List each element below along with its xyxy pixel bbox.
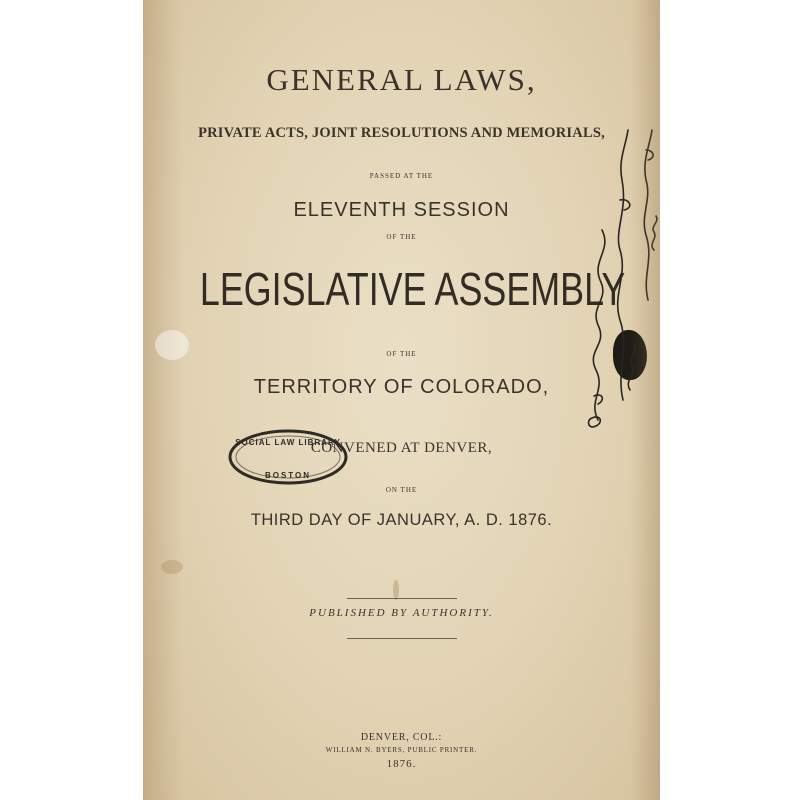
of-the-text: OF THE	[386, 233, 417, 241]
stamp-line-2: BOSTON	[264, 471, 312, 480]
library-stamp	[227, 428, 349, 486]
book-subtitle: PRIVATE ACTS, JOINT RESOLUTIONS AND MEMORIALS,	[198, 125, 605, 141]
imprint-year: 1876.	[386, 758, 417, 770]
handwritten-annotation	[568, 100, 660, 440]
divider-rule-bottom	[347, 638, 457, 639]
of-the-text-2: OF THE	[386, 350, 417, 358]
assembly-heading: LEGISLATIVE ASSEMBLY	[199, 263, 626, 315]
paper-stain	[393, 580, 399, 600]
session-text: ELEVENTH SESSION	[293, 199, 510, 221]
convened-text: CONVENED AT DENVER,	[310, 440, 493, 456]
stamp-line-1: SOCIAL LAW LIBRARY	[235, 438, 341, 447]
territory-text: TERRITORY OF COLORADO,	[253, 376, 550, 398]
passed-at-the-text: PASSED AT THE	[369, 172, 434, 180]
published-by-authority: PUBLISHED BY AUTHORITY.	[309, 607, 494, 619]
paper-stain	[161, 560, 183, 574]
imprint-place: DENVER, COL.:	[360, 732, 443, 743]
imprint-printer: WILLIAM N. BYERS, PUBLIC PRINTER.	[325, 746, 478, 754]
on-the-text: ON THE	[385, 486, 418, 494]
title-page	[143, 0, 660, 800]
book-title: GENERAL LAWS,	[266, 62, 537, 97]
date-text: THIRD DAY OF JANUARY, A. D. 1876.	[250, 511, 553, 529]
divider-rule-top	[347, 598, 457, 599]
